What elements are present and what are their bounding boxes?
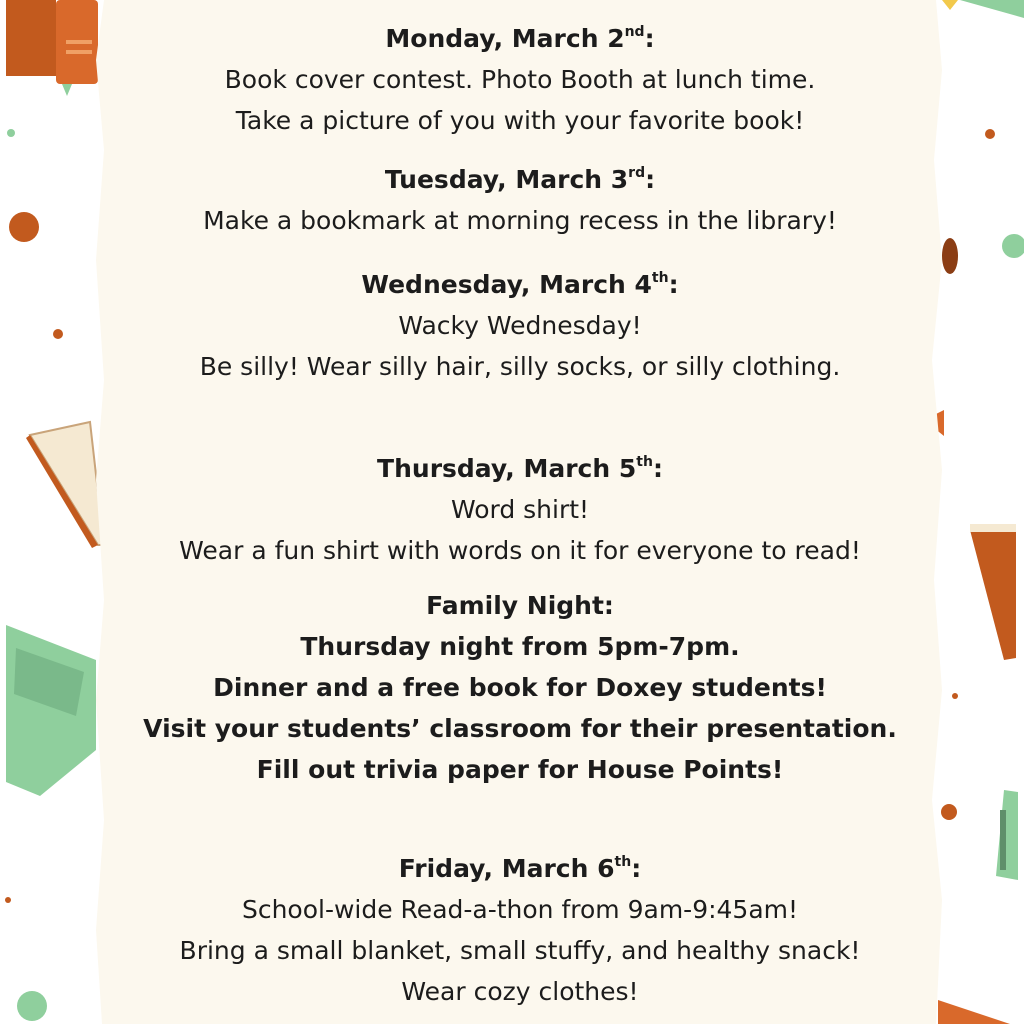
open-book-icon [26, 422, 104, 548]
day-line: Book cover contest. Photo Booth at lunch time. [224, 65, 816, 94]
day-line: Take a picture of you with your favorite book! [235, 106, 805, 135]
day-line: Wear cozy clothes! [401, 977, 639, 1006]
triangle-icon [960, 0, 1024, 18]
dot-icon [7, 129, 15, 137]
day-line: Bring a small blanket, small stuffy, and healthy snack! [179, 936, 861, 965]
triangle-icon [942, 0, 958, 10]
day-heading: Thursday, March 5th: [377, 454, 663, 483]
family-night-line: Thursday night from 5pm-7pm. [300, 632, 740, 661]
dot-icon [53, 329, 63, 339]
dot-icon [5, 897, 11, 903]
family-night-line: Fill out trivia paper for House Points! [256, 755, 784, 784]
day-line: Wacky Wednesday! [398, 311, 642, 340]
family-night-line: Visit your students’ classroom for their presentation. [143, 714, 897, 743]
family-night-title: Family Night: [426, 591, 614, 620]
green-book-icon [6, 625, 96, 796]
dot-icon [952, 693, 958, 699]
dot-icon [17, 991, 47, 1021]
triangle-icon [938, 1000, 1010, 1024]
day-heading: Monday, March 2nd: [385, 24, 655, 53]
dot-icon [1002, 234, 1024, 258]
day-line: School-wide Read-a-thon from 9am-9:45am! [241, 895, 799, 924]
dot-icon [9, 212, 39, 242]
day-heading: Wednesday, March 4th: [361, 270, 679, 299]
family-night-line: Dinner and a free book for Doxey students! [213, 673, 827, 702]
green-book-icon [996, 790, 1018, 880]
day-line: Word shirt! [450, 495, 590, 524]
book-icon [970, 524, 1016, 660]
day-heading: Tuesday, March 3rd: [384, 165, 656, 194]
day-line: Wear a fun shirt with words on it for everyone to read! [179, 536, 861, 565]
day-line: Make a bookmark at morning recess in the library! [203, 206, 837, 235]
dot-icon [985, 129, 995, 139]
day-line: Be silly! Wear silly hair, silly socks, or silly clothing. [199, 352, 841, 381]
schedule [96, 0, 944, 1024]
day-heading: Friday, March 6th: [398, 854, 642, 883]
book-icon [6, 0, 98, 96]
dot-icon [942, 238, 958, 274]
